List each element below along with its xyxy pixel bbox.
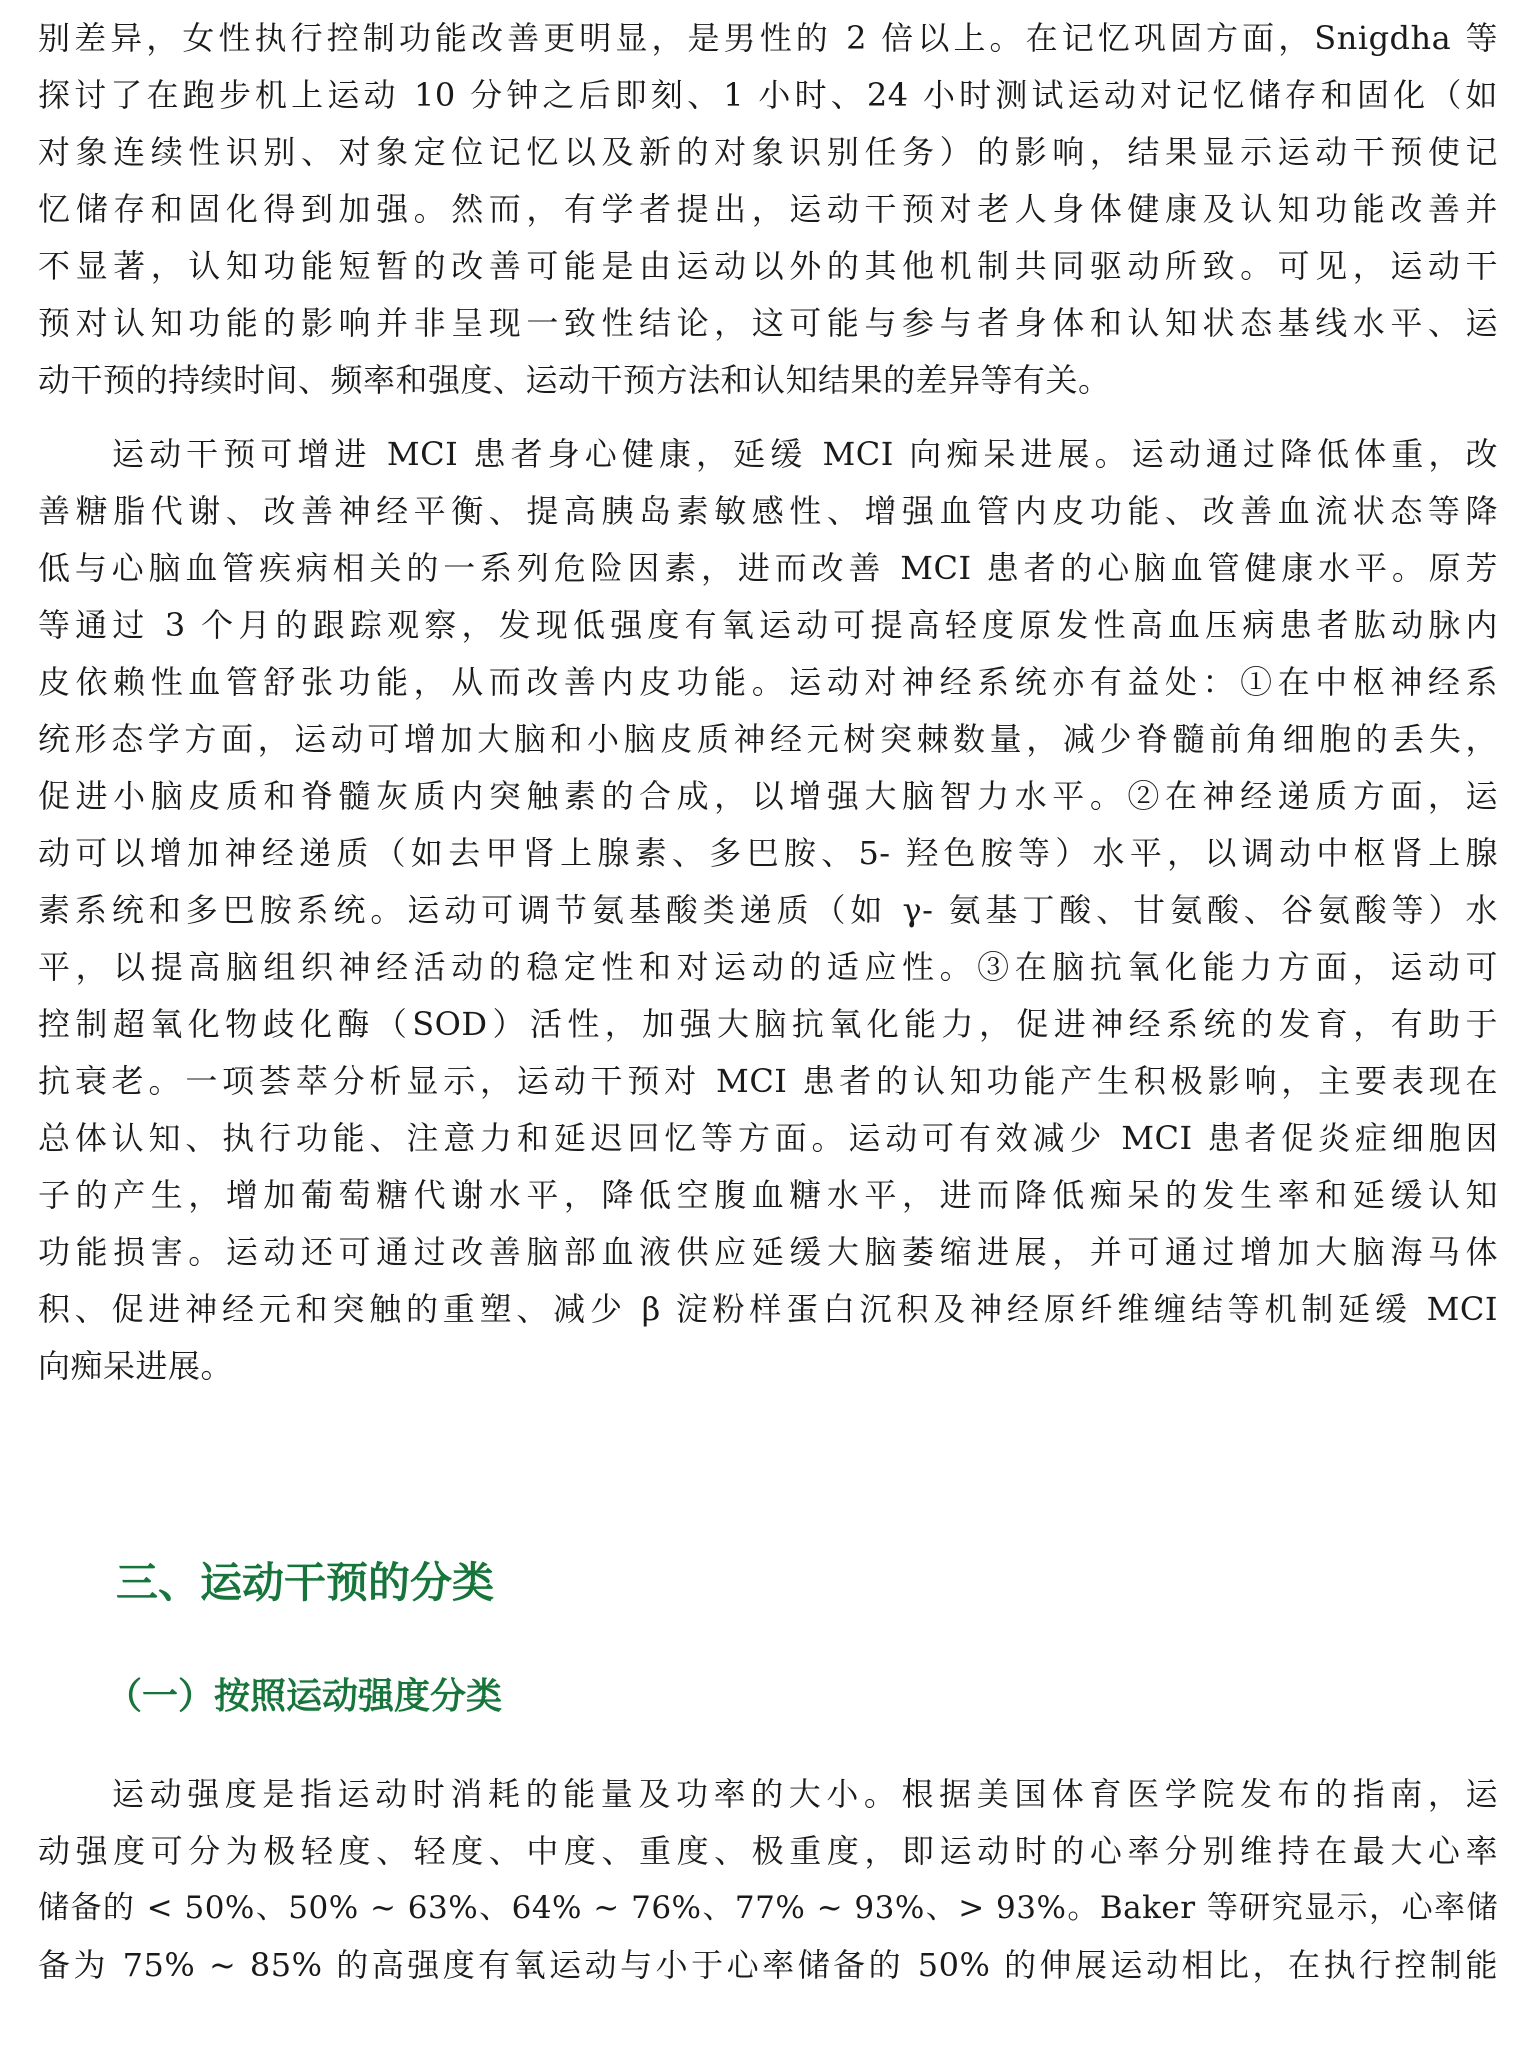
- paragraph-3-line-4: 备为 75% ~ 85% 的高强度有氧运动与小于心率储备的 50% 的伸展运动相比，在执行控制能: [38, 1946, 1498, 1984]
- paragraph-2-line-15: 功能损害。运动还可通过改善脑部血液供应延缓大脑萎缩进展，并可通过增加大脑海马体: [38, 1233, 1498, 1271]
- paragraph-2-line-11: 控制超氧化物歧化酶（SOD）活性，加强大脑抗氧化能力，促进神经系统的发育，有助于: [38, 1005, 1498, 1043]
- paragraph-2-line-8: 动可以增加神经递质（如去甲肾上腺素、多巴胺、5- 羟色胺等）水平，以调动中枢肾上腺: [38, 834, 1498, 872]
- paragraph-1-line-5: 不显著，认知功能短暂的改善可能是由运动以外的其他机制共同驱动所致。可见，运动干: [38, 247, 1498, 285]
- paragraph-1-line-7: 动干预的持续时间、频率和强度、运动干预方法和认知结果的差异等有关。: [38, 361, 1111, 399]
- paragraph-2-line-3: 低与心脑血管疾病相关的一系列危险因素，进而改善 MCI 患者的心脑血管健康水平。原芳: [38, 549, 1498, 587]
- paragraph-2-line-17: 向痴呆进展。: [38, 1347, 234, 1385]
- paragraph-2-line-10: 平，以提高脑组织神经活动的稳定性和对运动的适应性。③在脑抗氧化能力方面，运动可: [38, 948, 1498, 986]
- paragraph-2-line-9: 素系统和多巴胺系统。运动可调节氨基酸类递质（如 γ- 氨基丁酸、甘氨酸、谷氨酸等）水: [38, 891, 1498, 929]
- paragraph-3-line-3: 储备的 < 50%、50% ~ 63%、64% ~ 76%、77% ~ 93%、> 93%。Baker 等研究显示，心率储: [38, 1890, 1498, 1926]
- paragraph-1-line-4: 忆储存和固化得到加强。然而，有学者提出，运动干预对老人身体健康及认知功能改善并: [38, 190, 1498, 228]
- section-heading: 三、运动干预的分类: [116, 1558, 495, 1607]
- paragraph-2-line-12: 抗衰老。一项荟萃分析显示，运动干预对 MCI 患者的认知功能产生积极影响，主要表现在: [38, 1062, 1498, 1100]
- paragraph-2-line-13: 总体认知、执行功能、注意力和延迟回忆等方面。运动可有效减少 MCI 患者促炎症细胞因: [38, 1119, 1498, 1157]
- paragraph-3-line-2: 动强度可分为极轻度、轻度、中度、重度、极重度，即运动时的心率分别维持在最大心率: [38, 1832, 1498, 1870]
- paragraph-1-line-2: 探讨了在跑步机上运动 10 分钟之后即刻、1 小时、24 小时测试运动对记忆储存和固化（如: [38, 76, 1498, 114]
- paragraph-2-line-1: 运动干预可增进 MCI 患者身心健康，延缓 MCI 向痴呆进展。运动通过降低体重，改: [112, 435, 1498, 473]
- paragraph-2-line-14: 子的产生，增加葡萄糖代谢水平，降低空腹血糖水平，进而降低痴呆的发生率和延缓认知: [38, 1176, 1498, 1214]
- paragraph-1-line-6: 预对认知功能的影响并非呈现一致性结论，这可能与参与者身体和认知状态基线水平、运: [38, 304, 1498, 342]
- paragraph-2-line-2: 善糖脂代谢、改善神经平衡、提高胰岛素敏感性、增强血管内皮功能、改善血流状态等降: [38, 492, 1498, 530]
- subsection-heading: （一）按照运动强度分类: [106, 1675, 503, 1717]
- paragraph-2-line-7: 促进小脑皮质和脊髓灰质内突触素的合成，以增强大脑智力水平。②在神经递质方面，运: [38, 777, 1498, 815]
- paragraph-2-line-6: 统形态学方面，运动可增加大脑和小脑皮质神经元树突棘数量，减少脊髓前角细胞的丢失，: [38, 720, 1498, 758]
- paragraph-1-line-3: 对象连续性识别、对象定位记忆以及新的对象识别任务）的影响，结果显示运动干预使记: [38, 133, 1498, 171]
- paragraph-2-line-4: 等通过 3 个月的跟踪观察，发现低强度有氧运动可提高轻度原发性高血压病患者肱动脉内: [38, 606, 1498, 644]
- paragraph-2-line-16: 积、促进神经元和突触的重塑、减少 β 淀粉样蛋白沉积及神经原纤维缠结等机制延缓 MCI: [38, 1290, 1498, 1328]
- paragraph-1-line-1: 别差异，女性执行控制功能改善更明显，是男性的 2 倍以上。在记忆巩固方面，Snigdha 等: [38, 19, 1498, 57]
- paragraph-2-line-5: 皮依赖性血管舒张功能，从而改善内皮功能。运动对神经系统亦有益处：①在中枢神经系: [38, 663, 1498, 701]
- paragraph-3-line-1: 运动强度是指运动时消耗的能量及功率的大小。根据美国体育医学院发布的指南，运: [112, 1775, 1498, 1813]
